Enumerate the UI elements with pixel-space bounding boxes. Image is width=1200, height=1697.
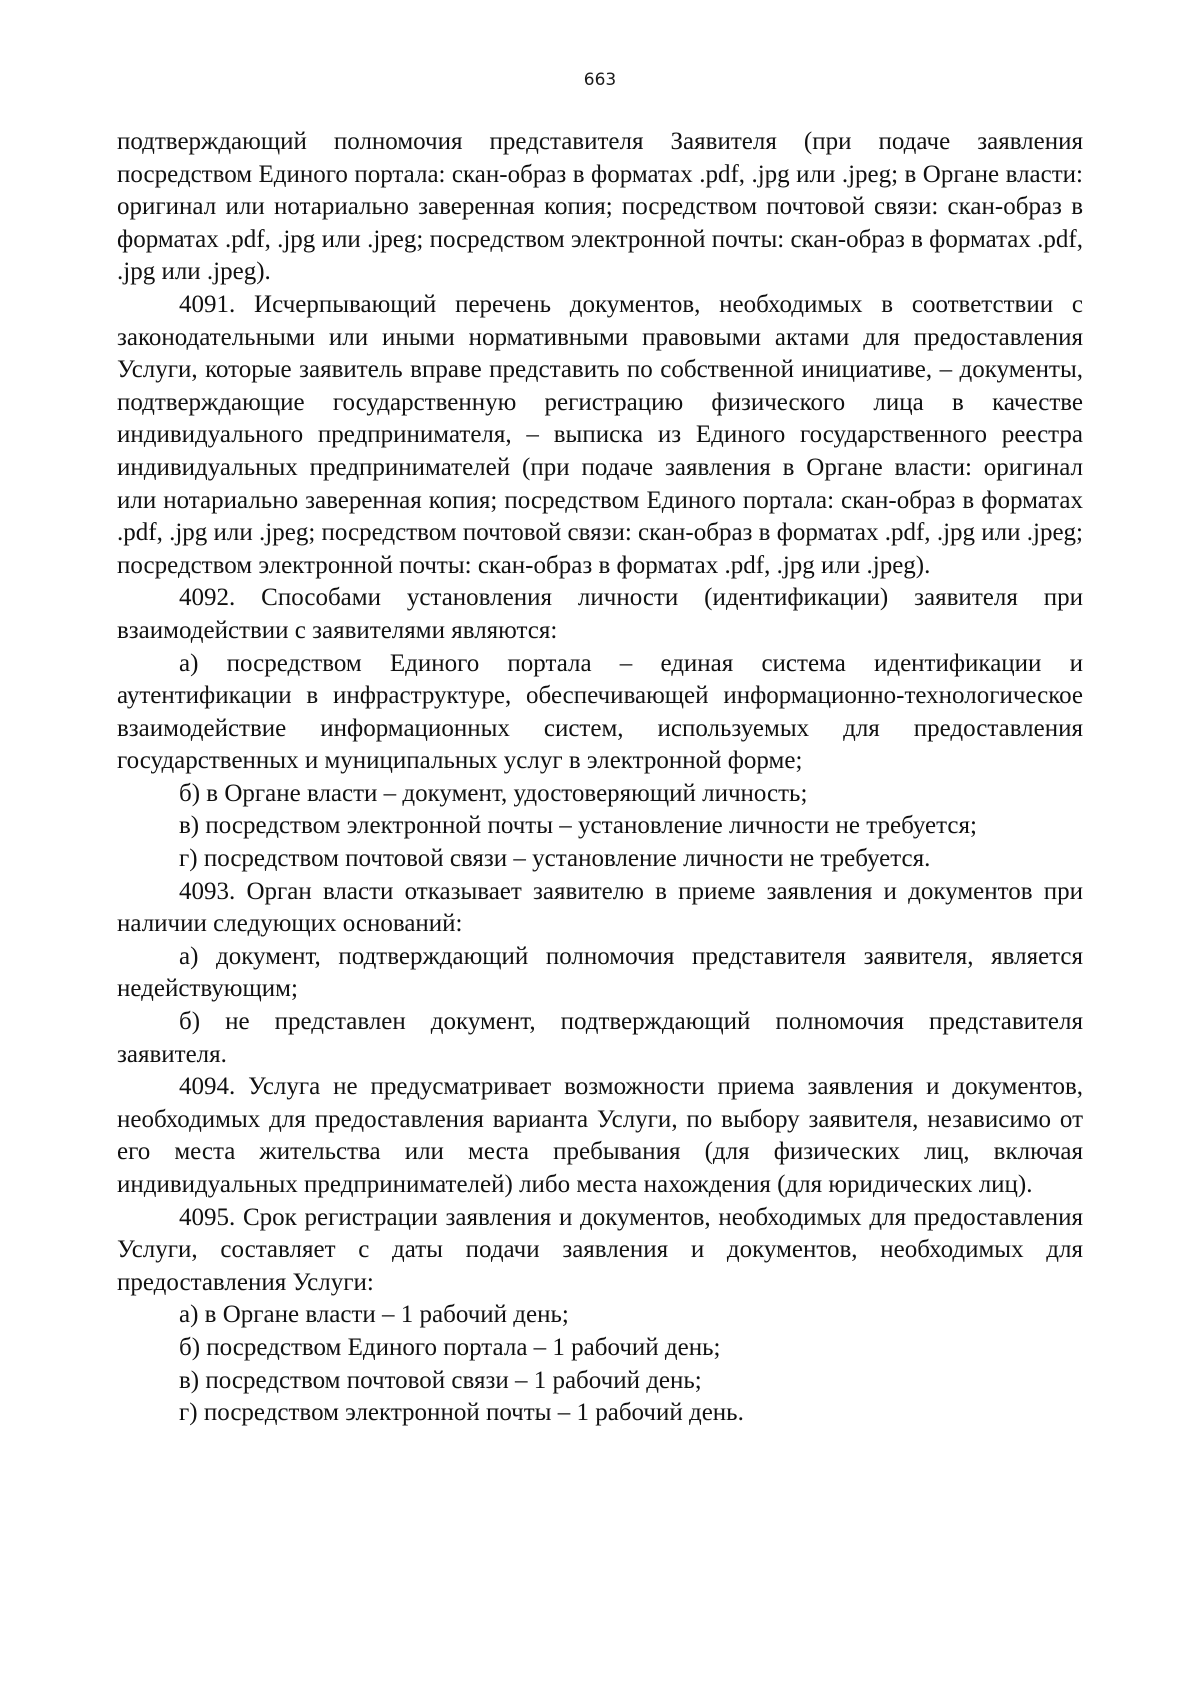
list-item-4092-b: б) в Органе власти – документ, удостоверяющий личность; (179, 779, 808, 807)
list-item-4092-a: а) посредством Единого портала – единая система идентификации и аутентификации в инфраструктуре, обеспечивающей информационно-технологическое взаимодействие информационных систем, используемых для предоставления государственных и муниципальных услуг в электронной форме; (117, 649, 1083, 775)
paragraph-4094: 4094. Услуга не предусматривает возможности приема заявления и документов, необходимых для предоставления варианта Услуги, по выбору заявителя, независимо от его места жительства или места пребывания (для физических лиц, включая индивидуальных предпринимателей) либо места нахождения (для юридических лиц). (117, 1073, 1083, 1198)
paragraph-4091: 4091. Исчерпывающий перечень документов, необходимых в соответствии с законодательными или иными нормативными правовыми актами для предоставления Услуги, которые заявитель вправе представить по собственной инициативе, – документы, подтверждающие государственную регистрацию физического лица в качестве индивидуального предпринимателя, – выписка из Единого государственного реестра индивидуальных предпринимателей (при подаче заявления в Органе власти: оригинал или нотариально заверенная копия; посредством Единого портала: скан-образ в форматах .pdf, .jpg или .jpeg; посредством почтовой связи: скан-образ в форматах .pdf, .jpg или .jpeg; посредством электронной почты: скан-образ в форматах .pdf, .jpg или .jpeg). (117, 290, 1083, 579)
list-item-4095-b: б) посредством Единого портала – 1 рабочий день; (179, 1333, 721, 1361)
list-item-4095-v: в) посредством почтовой связи – 1 рабочий день; (179, 1366, 702, 1394)
page-number: 663 (583, 70, 617, 90)
paragraph-continuation: подтверждающий полномочия представителя Заявителя (при подаче заявления посредством Единого портала: скан-образ в форматах .pdf, .jpg или .jpeg; в Органе власти: оригинал или нотариально заверенная копия; посредством почтовой связи: скан-образ в форматах .pdf, .jpg или .jpeg; посредством электронной почты: скан-образ в форматах .pdf, .jpg или .jpeg). (117, 128, 1083, 286)
paragraph-4095: 4095. Срок регистрации заявления и документов, необходимых для предоставления Услуги, составляет с даты подачи заявления и документов, необходимых для предоставления Услуги: (117, 1203, 1083, 1296)
paragraph-4092: 4092. Способами установления личности (идентификации) заявителя при взаимодействии с заявителями являются: (117, 584, 1083, 644)
list-item-4093-b: б) не представлен документ, подтверждающий полномочия представителя заявителя. (117, 1008, 1083, 1068)
list-item-4092-g: г) посредством почтовой связи – установление личности не требуется. (179, 845, 931, 873)
paragraph-4093: 4093. Орган власти отказывает заявителю в приеме заявления и документов при наличии следующих оснований: (117, 877, 1083, 938)
list-item-4095-a: а) в Органе власти – 1 рабочий день; (179, 1301, 569, 1329)
list-item-4093-a: а) документ, подтверждающий полномочия представителя заявителя, является недействующим; (117, 942, 1083, 1003)
list-item-4095-g: г) посредством электронной почты – 1 рабочий день. (179, 1399, 744, 1427)
document-body (117, 126, 1083, 1430)
list-item-4092-v: в) посредством электронной почты – установление личности не требуется; (179, 812, 977, 840)
